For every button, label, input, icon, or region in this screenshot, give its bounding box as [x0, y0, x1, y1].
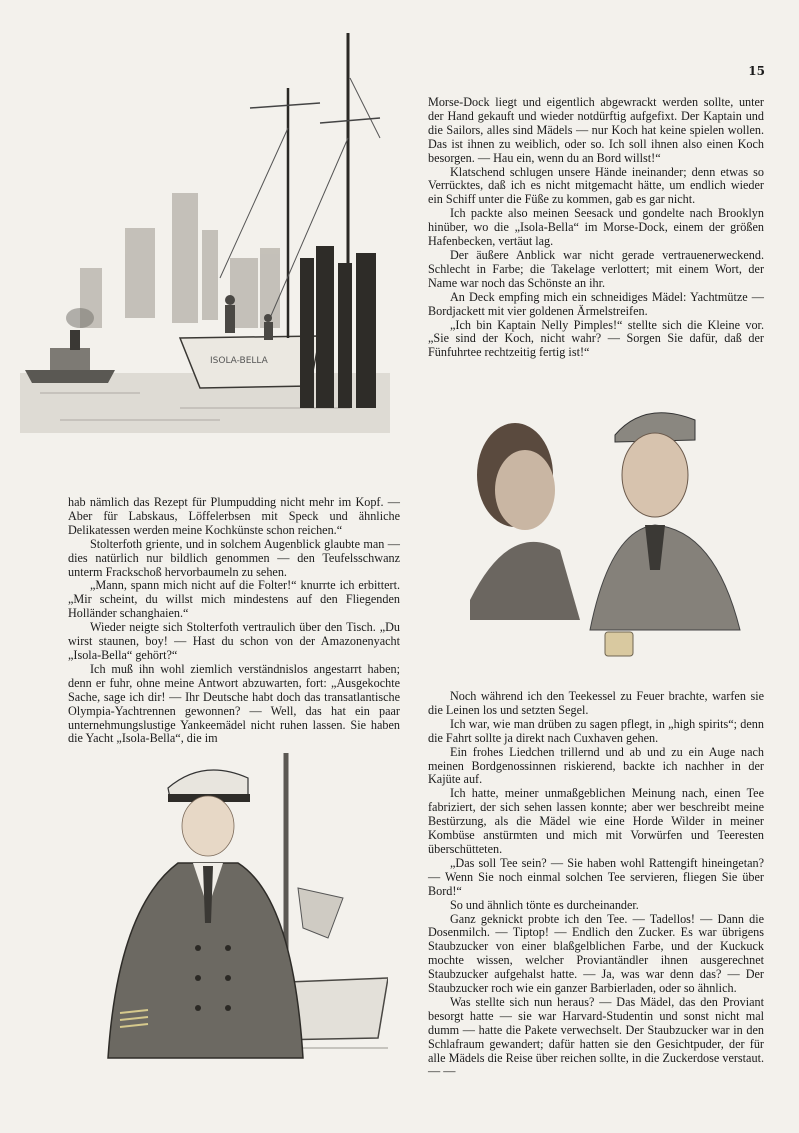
paragraph: Ich hatte, meiner unmaßgeblichen Meinung nach, einen Tee fabriziert, der sich sehen lassen konnte; aber wer beschreibt meine Bestürzung, als die Mädel wie eine Horde Wilder in meiner Kombüse anstürmten und mich mit Vorwürfen und Teeresten überschütteten.: [428, 786, 764, 856]
paragraph: Ganz geknickt probte ich den Tee. — Tadellos! — Dann die Dosenmilch. — Tiptop! — Endlich den Zucker. Es war übrigens Staubzucker von einer blaßgelblichen Farbe, und der Kuckuck mochte wissen, welcher Proviantändler ihnen ausgerechnet Staubzucker aufgehalst hatte. — Ja, was war denn das? — Der Staubzucker roch wie ein ganzer Barbierladen, oder so ähnlich.: [428, 911, 764, 996]
paragraph: Ich muß ihn wohl ziemlich verständnislos angestarrt haben; denn er fuhr, ohne meine Antwort abzuwarten, fort: „Ausgekochte Sache, sage ich dir! — Ihr Deutsche habt doch das transatlantische Olympia-Yachtrennen gewonnen? — Well, das hat ein paar unternehmungslustige Yankeemädel nicht ruhen lassen. Sie haben die Yacht „Isola-Bella“, die im: [68, 661, 400, 746]
paragraph: „Mann, spann mich nicht auf die Folter!“ knurrte ich erbittert. „Mir scheint, du willst mich mindestens auf den Fliegenden Holländer schanghaien.“: [68, 578, 400, 621]
paragraph: Ein frohes Liedchen trillernd und ab und zu ein Auge nach meinen Bordgenossinnen riskierend, backte ich nachher in der Kajüte auf.: [428, 744, 764, 787]
paragraph: „Ich bin Kaptain Nelly Pimples!“ stellte sich die Kleine vor. „Sie sind der Koch, nicht wahr? — Sorgen Sie dafür, daß der Fünfuhrtee rechtzeitig fertig ist!“: [428, 317, 764, 360]
woman-captain-yacht-illustration: [88, 748, 388, 1066]
text-column-right-top: [428, 96, 764, 360]
paragraph: Was stellte sich nun heraus? — Das Mädel, das den Proviant besorgt hatte — sie war Harvard-Studentin und sonst nicht mal dumm — hatte die Pakete verwechselt. Der Staubzucker war in den Schlafraum gewandert; dafür hatten sie den Gesichtpuder, der für alle Mädels die Reise über reichen sollte, in die Zuckerdose verstaut. — —: [428, 994, 764, 1079]
paragraph: Stolterfoth griente, und in solchem Augenblick glaubte man — dies natürlich nur bildlich genommen — den Teufelsschwanz unterm Frackschoß hervorbaumeln zu sehen.: [68, 536, 400, 579]
text-column-left-middle: [68, 496, 400, 746]
paragraph: „Das soll Tee sein? — Sie haben wohl Rattengift hineingetan? — Wenn Sie noch einmal solchen Tee servieren, fliegen Sie über Bord!“: [428, 855, 764, 898]
text-column-right-bottom: [428, 690, 764, 1079]
two-men-conversation-illustration: [470, 380, 760, 670]
paragraph: Ich packte also meinen Seesack und gondelte nach Brooklyn hinüber, wo die „Isola-Bella“ im Morse-Dock, einem der größen Hafenbecken, vertäut lag.: [428, 206, 764, 249]
page-number: 15: [748, 64, 765, 78]
paragraph: An Deck empfing mich ein schneidiges Mädel: Yachtmütze — Bordjackett mit vier goldenen Ärmelstreifen.: [428, 289, 764, 318]
harbor-sailboat-skyline-illustration: [20, 18, 390, 438]
paragraph: hab nämlich das Rezept für Plumpudding nicht mehr im Kopf. — Aber für Labskaus, Löffelerbsen mit Speck und ähnliche Delikatessen werden meine Kochkünste schon reichen.“: [68, 495, 400, 537]
paragraph: Noch während ich den Teekessel zu Feuer brachte, warfen sie die Leinen los und setzten Segel.: [428, 689, 764, 717]
paragraph: Ich war, wie man drüben zu sagen pflegt, in „high spirits“; denn die Fahrt sollte ja direkt nach Cuxhaven gehen.: [428, 716, 764, 745]
paragraph: Klatschend schlugen unsere Hände ineinander; denn etwas so Verrücktes, daß ich es nicht mitgemacht hätte, um endlich wieder ein Schiff unter die Füße zu kommen, gab es gar nicht.: [428, 164, 764, 207]
boat-name-label: ISOLA-BELLA: [210, 356, 268, 366]
paragraph: So und ähnlich tönte es durcheinander.: [450, 897, 639, 912]
paragraph: Der äußere Anblick war nicht gerade vertrauenerweckend. Schlecht in Farbe; die Takelage verlottert; mit einem Wort, der Name war noch das Schönste an ihr.: [428, 247, 764, 290]
paragraph: Wieder neigte sich Stolterfoth vertraulich über den Tisch. „Du wirst staunen, boy! — Hast du schon von der Amazonenyacht „Isola-Bella“ gehört?“: [68, 620, 400, 662]
paragraph: Morse-Dock liegt und eigentlich abgewrackt werden sollte, unter der Hand gekauft und wieder notdürftig aufgefixt. Der Kaptain und die Sailors, alles sind Mädels — nur Koch hat keine spielen wollen. Das ist ihnen zu weiblich, oder so. Ich soll ihnen also einen Koch besorgen. — Hau ein, wenn du an Bord willst!“: [428, 95, 764, 165]
